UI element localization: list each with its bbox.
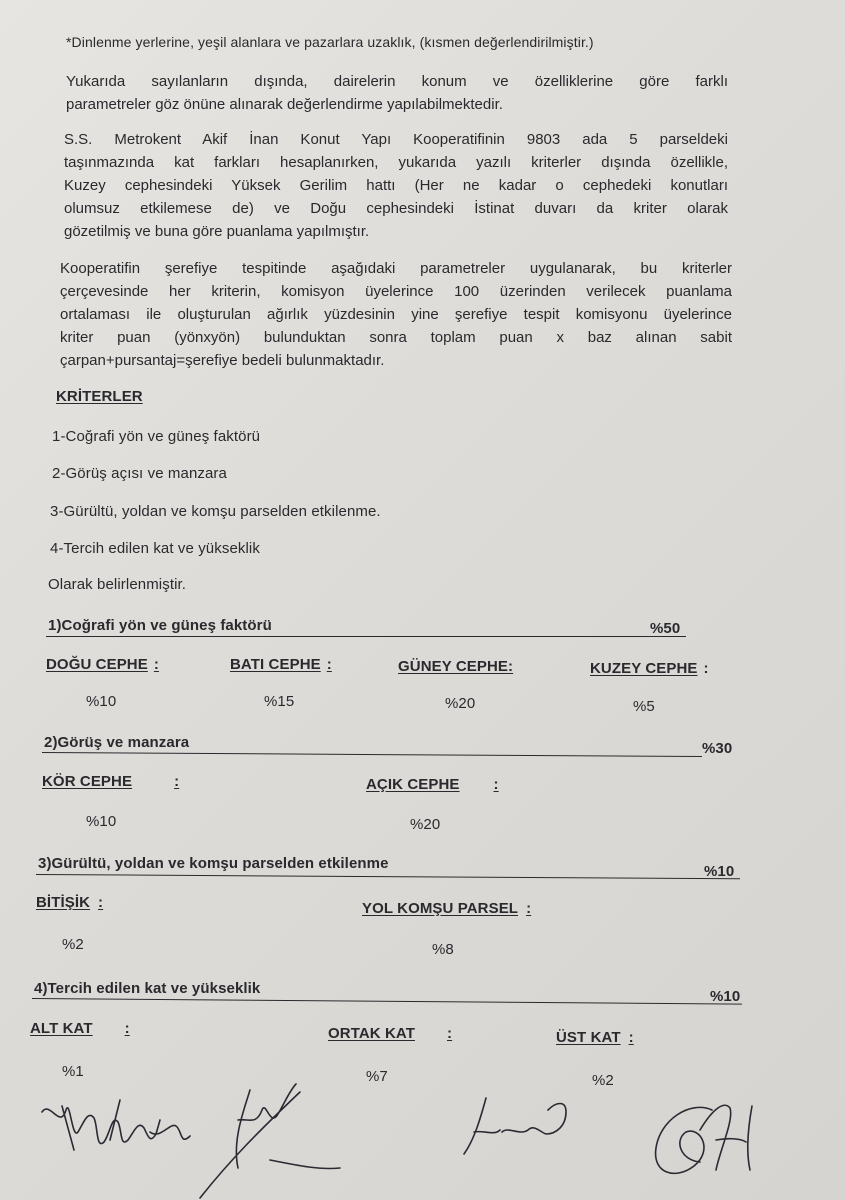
col-label-acik (366, 776, 499, 793)
col-value-bitisik: %2 (62, 936, 84, 953)
text-line: kriter puan (yönxyön) bulunduktan sonra toplam puan x baz alınan sabit (60, 329, 732, 346)
text-line: çarpan+pursantaj=şerefiye bedeli bulunmaktadır. (60, 352, 385, 369)
col-separator: : (174, 773, 180, 790)
signature-4 (656, 1105, 752, 1173)
section-1-rule (46, 636, 686, 637)
col-label-text: ORTAK KAT (328, 1025, 415, 1042)
text-line: Kuzey cephesindeki Yüksek Gerilim hattı (Her ne kadar o cephedeki konutları (64, 177, 728, 194)
col-label-kuzey (590, 660, 709, 677)
col-label-bitisik (36, 894, 103, 911)
section-2-rule (42, 752, 702, 757)
col-label-text: KÖR CEPHE (42, 773, 133, 790)
col-label-yol (362, 900, 531, 917)
col-separator: : (703, 660, 709, 677)
col-label-alt (30, 1020, 130, 1037)
intro-paragraph-1 (66, 70, 728, 116)
col-separator: : (526, 900, 532, 917)
section-1-weight: %50 (650, 620, 681, 637)
section-3-rule (36, 874, 740, 879)
kriter-item: 3-Gürültü, yoldan ve komşu parselden etkilenme. (50, 503, 381, 520)
signature-1 (42, 1100, 190, 1150)
col-separator: : (153, 656, 159, 673)
text-line: S.S. Metrokent Akif İnan Konut Yapı Kooperatifinin 9803 ada 5 parseldeki (64, 131, 728, 148)
col-value-ust: %2 (592, 1072, 614, 1089)
text-line: taşınmazında kat farkları hesaplanırken, yukarıda yazılı kriterler dışında özellikle, (64, 154, 728, 171)
kriter-closing: Olarak belirlenmiştir. (48, 576, 187, 593)
intro-paragraph-2 (64, 128, 728, 243)
col-label-text: BATI CEPHE (230, 656, 321, 673)
col-separator: : (447, 1025, 453, 1042)
section-2-weight: %30 (702, 740, 733, 757)
col-label-bati (230, 656, 332, 673)
text-line: olumsuz etkilemese de) ve Doğu cephesindeki İstinat duvarı da kriter olarak (64, 200, 728, 217)
col-value-acik: %20 (410, 816, 441, 833)
col-separator: : (493, 776, 499, 793)
intro-note: *Dinlenme yerlerine, yeşil alanlara ve pazarlara uzaklık, (kısmen değerlendirilmiştir.) (66, 34, 594, 50)
section-4-rule (32, 998, 742, 1005)
section-4-title: 4)Tercih edilen kat ve yükseklik (34, 980, 261, 997)
col-separator: : (326, 656, 332, 673)
text-line: Kooperatifin şerefiye tespitinde aşağıdaki parametreler uygulanarak, bu kriterler (60, 260, 732, 277)
col-value-kuzey: %5 (633, 698, 655, 715)
text-line: çerçevesinde her kriterin, komisyon üyelerince 100 üzerinden verilecek puanlama (60, 283, 732, 300)
col-value-dogu: %10 (86, 693, 117, 710)
col-separator: : (628, 1029, 634, 1046)
col-value-guney: %20 (445, 695, 476, 712)
col-value-ortak: %7 (366, 1068, 388, 1085)
col-separator: : (508, 658, 514, 675)
col-value-alt: %1 (62, 1063, 84, 1080)
section-3-title: 3)Gürültü, yoldan ve komşu parselden etkilenme (38, 855, 389, 872)
col-label-dogu (46, 656, 159, 673)
col-value-yol: %8 (432, 941, 454, 958)
kriter-item: 2-Görüş açısı ve manzara (52, 465, 227, 482)
text-line: gözetilmiş ve buna göre puanlama yapılmıştır. (64, 223, 370, 240)
col-label-text: GÜNEY CEPHE (398, 658, 509, 675)
text-line: parametreler göz önüne alınarak değerlendirme yapılabilmektedir. (66, 96, 503, 113)
signature-2 (200, 1084, 340, 1198)
col-label-text: ÜST KAT (556, 1029, 621, 1046)
col-separator: : (98, 894, 104, 911)
section-1-title: 1)Coğrafi yön ve güneş faktörü (48, 617, 272, 634)
signatures (0, 1070, 845, 1200)
col-label-text: BİTİŞİK (36, 894, 91, 911)
kriter-item: 1-Coğrafi yön ve güneş faktörü (52, 428, 261, 445)
signatures-drawing (0, 1070, 845, 1200)
kriter-item: 4-Tercih edilen kat ve yükseklik (50, 540, 260, 557)
col-label-text: KUZEY CEPHE (590, 660, 698, 677)
col-label-ust (556, 1029, 634, 1046)
col-label-guney (398, 658, 513, 675)
col-label-text: ALT KAT (30, 1020, 93, 1037)
text-line: Yukarıda sayılanların dışında, dairelerin konum ve özelliklerine göre farklı (66, 73, 728, 90)
signature-3 (464, 1098, 566, 1154)
kriterler-heading: KRİTERLER (56, 388, 143, 405)
col-value-bati: %15 (264, 693, 295, 710)
col-separator: : (124, 1020, 130, 1037)
section-3-weight: %10 (704, 863, 735, 880)
col-label-ortak (328, 1025, 452, 1042)
intro-paragraph-3 (60, 257, 732, 372)
col-label-text: YOL KOMŞU PARSEL (362, 900, 519, 917)
text-line: ortalaması ile oluşturulan ağırlık yüzdesinin yine şerefiye tespit komisyonu üyelerince (60, 306, 732, 323)
section-4-weight: %10 (710, 988, 741, 1005)
col-label-text: AÇIK CEPHE (366, 776, 460, 793)
col-value-kor: %10 (86, 813, 117, 830)
col-label-text: DOĞU CEPHE (46, 656, 148, 673)
col-label-kor (42, 773, 179, 790)
section-2-title: 2)Görüş ve manzara (44, 734, 190, 751)
